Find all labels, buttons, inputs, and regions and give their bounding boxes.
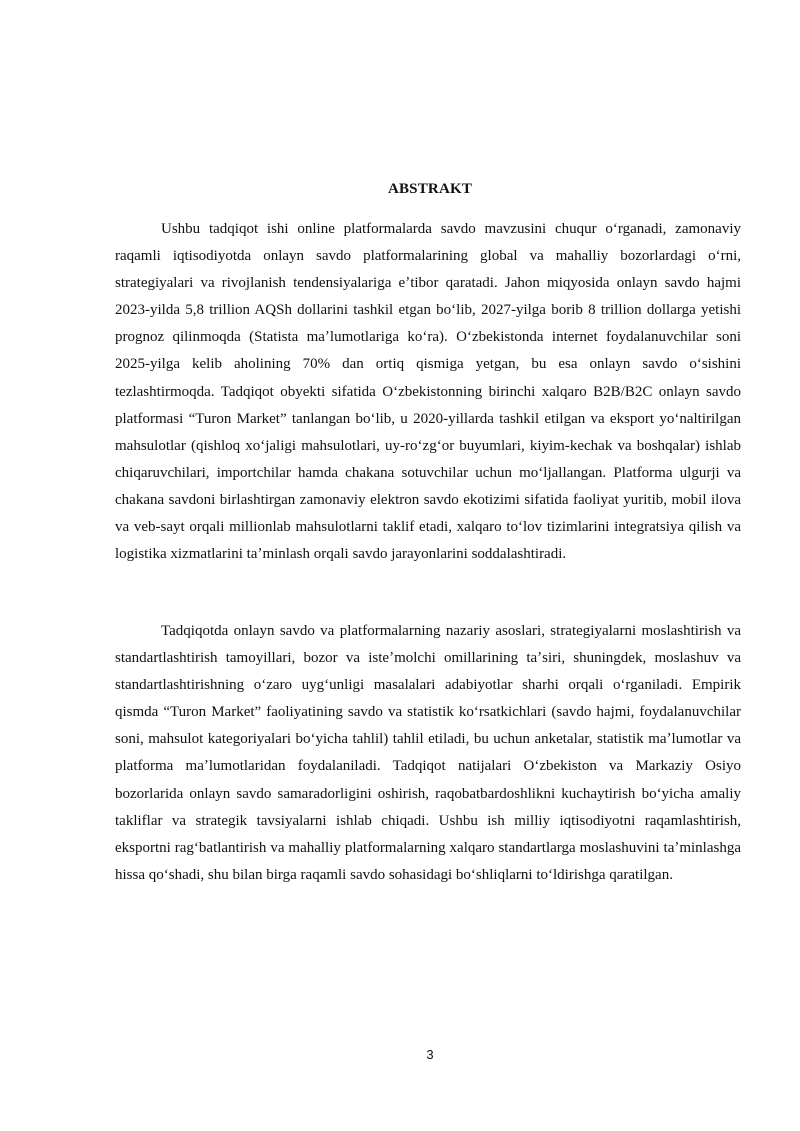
abstract-paragraph-1: Ushbu tadqiqot ishi online platformalarda savdo mavzusini chuqur oʻrganadi, zamonaviy raqamli iqtisodiyotda onlayn savdo platformalarining global va mahalliy bozorlardagi oʻrni, strategiyalari va rivojlanish tendensiyalariga eʼtibor qaratadi. Jahon miqyosida onlayn savdo hajmi 2023-yilda 5,8 trillion AQSh dollarini tashkil etgan boʻlib, 2027-yilga borib 8 trillion dollarga yetishi prognoz qilinmoqda (Statista maʼlumotlariga koʻra). Oʻzbekistonda internet foydalanuvchilar soni 2025-yilga kelib aholining 70% dan ortiq qismiga yetgan, bu esa onlayn savdo oʻsishini tezlashtirmoqda. Tadqiqot obyekti sifatida Oʻzbekistonning birinchi xalqaro B2B/B2C onlayn savdo platformasi “Turon Market” tanlangan boʻlib, u 2020-yillarda tashkil etilgan va eksport yoʻnaltirilgan mahsulotlar (qishloq xoʻjaligi mahsulotlari, uy-roʻzgʻor buyumlari, kiyim-kechak va boshqalar) ishlab chiqaruvchilari, importchilar hamda chakana sotuvchilar uchun moʻljallangan. Platforma ulgurji va chakana savdoni birlashtirgan zamonaviy elektron savdo ekotizimi sifatida faoliyat yuritib, mobil ilova va veb-sayt orqali millionlab mahsulotlarni taklif etadi, xalqaro toʻlov tizimlarini integratsiya qilish va logistika xizmatlarini taʼminlash orqali savdo jarayonlarini soddalashtiradi.	[115, 221, 741, 563]
page-number: 3	[426, 1047, 434, 1062]
abstract-paragraph-2: Tadqiqotda onlayn savdo va platformalarning nazariy asoslari, strategiyalarni moslashtirish va standartlashtirish tamoyillari, bozor va isteʼmolchi omillarining taʼsiri, shuningdek, moslashuv va standartlashtirishning oʻzaro uygʻunligi masalalari adabiyotlar sharhi orqali oʻrganiladi. Empirik qismda “Turon Market” faoliyatining savdo va statistik koʻrsatkichlari (savdo hajmi, foydalanuvchilar soni, mahsulot kategoriyalari boʻyicha tahlil) tahlil etiladi, bu uchun anketalar, statistik maʼlumotlar va platforma maʼlumotlaridan foydalaniladi. Tadqiqot natijalari Oʻzbekiston va Markaziy Osiyo bozorlarida onlayn savdo samaradorligini oshirish, raqobatbardoshlikni kuchaytirish boʻyicha amaliy takliflar va strategik tavsiyalarni ishlab chiqadi. Ushbu ish milliy iqtisodiyotni raqamlashtirish, eksportni ragʻbatlantirish va mahalliy platformalarning xalqaro standartlarga moslashuvini taʼminlashga hissa qoʻshadi, shu bilan birga raqamli savdo sohasidagi boʻshliqlarni toʻldirishga qaratilgan.	[115, 623, 741, 883]
abstract-title: ABSTRAKT	[387, 181, 473, 197]
